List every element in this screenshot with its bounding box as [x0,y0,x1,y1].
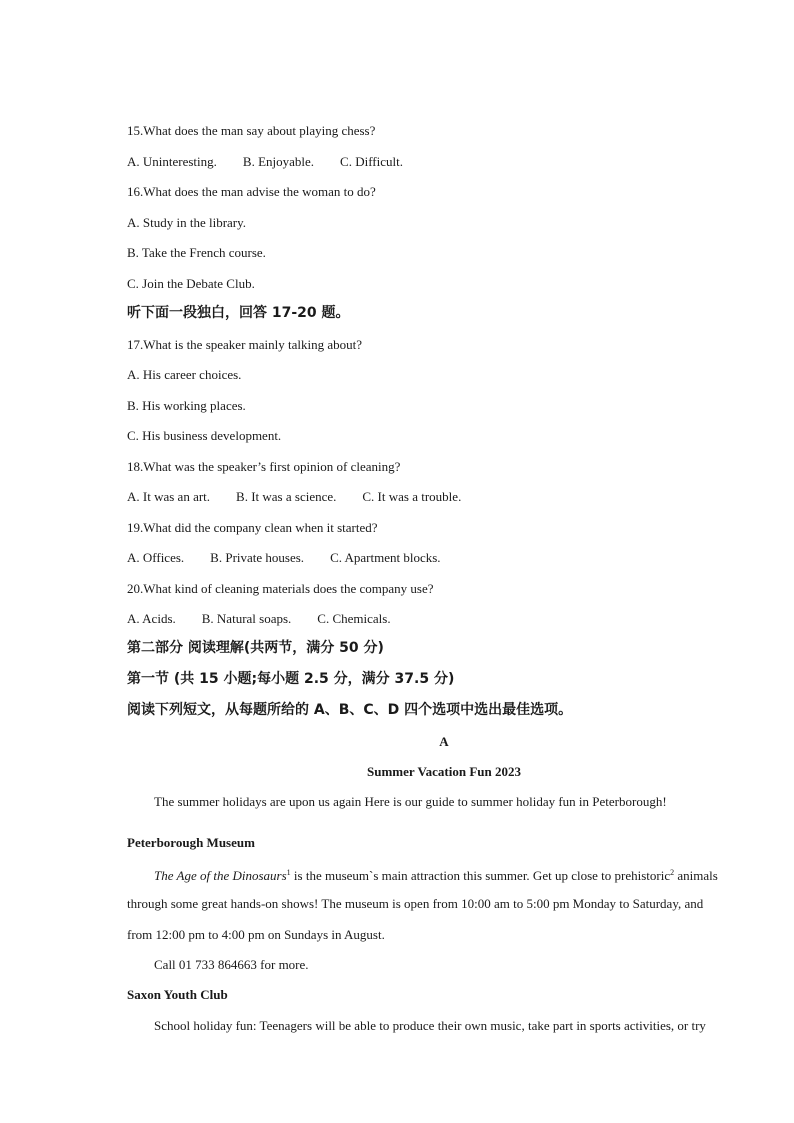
q19-options [127,550,441,566]
q15-stem: 15.What does the man say about playing chess? [127,123,376,138]
q19-option-a[interactable]: A. Offices. [127,550,185,565]
q16-option-c[interactable]: C. Join the Debate Club. [127,276,255,291]
q16-option-b[interactable]: B. Take the French course. [127,245,266,260]
q20-option-a[interactable]: A. Acids. [127,611,176,626]
q18-option-c[interactable]: C. It was a trouble. [362,489,462,504]
footnote-2: 2 [670,868,675,877]
q18-option-a[interactable]: A. It was an art. [127,489,211,504]
q16-stem: 16.What does the man advise the woman to do? [127,184,376,199]
q18-options [127,489,461,505]
instruction-17-20: 听下面一段独白，回答 17-20 题。 [127,305,350,321]
q15-option-a[interactable]: A. Uninteresting. [127,154,217,169]
youth-club-heading: Saxon Youth Club [127,987,228,1002]
museum-paragraph-line3: from 12:00 pm to 4:00 pm on Sundays in August. [127,927,385,942]
q15-option-c[interactable]: C. Difficult. [340,154,403,169]
q20-option-c[interactable]: C. Chemicals. [317,611,391,626]
youth-club-paragraph: School holiday fun: Teenagers will be able to produce their own music, take part in sports activities, or try [154,1018,706,1033]
q17-option-b[interactable]: B. His working places. [127,398,246,413]
q16-option-a[interactable]: A. Study in the library. [127,215,247,230]
museum-call: Call 01 733 864663 for more. [154,957,309,972]
passage-intro: The summer holidays are upon us again Here is our guide to summer holiday fun in Peterborough! [154,794,667,809]
reading-instruction: 阅读下列短文，从每题所给的 A、B、C、D 四个选项中选出最佳选项。 [127,702,573,718]
exhibit-title: The Age of the Dinosaurs [154,868,287,883]
museum-heading: Peterborough Museum [127,835,255,850]
museum-paragraph-line1 [154,865,766,884]
part2-heading: 第二部分 阅读理解(共两节，满分 50 分) [127,640,384,656]
q20-options [127,611,391,627]
section1-heading: 第一节 (共 15 小题;每小题 2.5 分，满分 37.5 分) [127,671,455,687]
q17-option-a[interactable]: A. His career choices. [127,367,242,382]
passage-letter: A [439,734,449,749]
q17-option-c[interactable]: C. His business development. [127,428,282,443]
q17-stem: 17.What is the speaker mainly talking about? [127,337,363,352]
q19-stem: 19.What did the company clean when it started? [127,520,378,535]
museum-paragraph-line2: through some great hands-on shows! The museum is open from 10:00 am to 5:00 pm Monday to Saturday, and [127,896,704,911]
q19-option-b[interactable]: B. Private houses. [210,550,305,565]
passage-title: Summer Vacation Fun 2023 [367,764,521,779]
museum-text-1: is the museum`s main attraction this summer. Get up close to prehistoric [290,868,671,883]
q20-stem: 20.What kind of cleaning materials does the company use? [127,581,434,596]
q20-option-b[interactable]: B. Natural soaps. [201,611,292,626]
q19-option-c[interactable]: C. Apartment blocks. [330,550,441,565]
museum-text-1-end: animals [674,868,718,883]
q15-option-b[interactable]: B. Enjoyable. [242,154,315,169]
q15-options [127,154,403,170]
q18-option-b[interactable]: B. It was a science. [236,489,337,504]
footnote-1: 1 [286,868,291,877]
q18-stem: 18.What was the speaker’s first opinion of cleaning? [127,459,401,474]
